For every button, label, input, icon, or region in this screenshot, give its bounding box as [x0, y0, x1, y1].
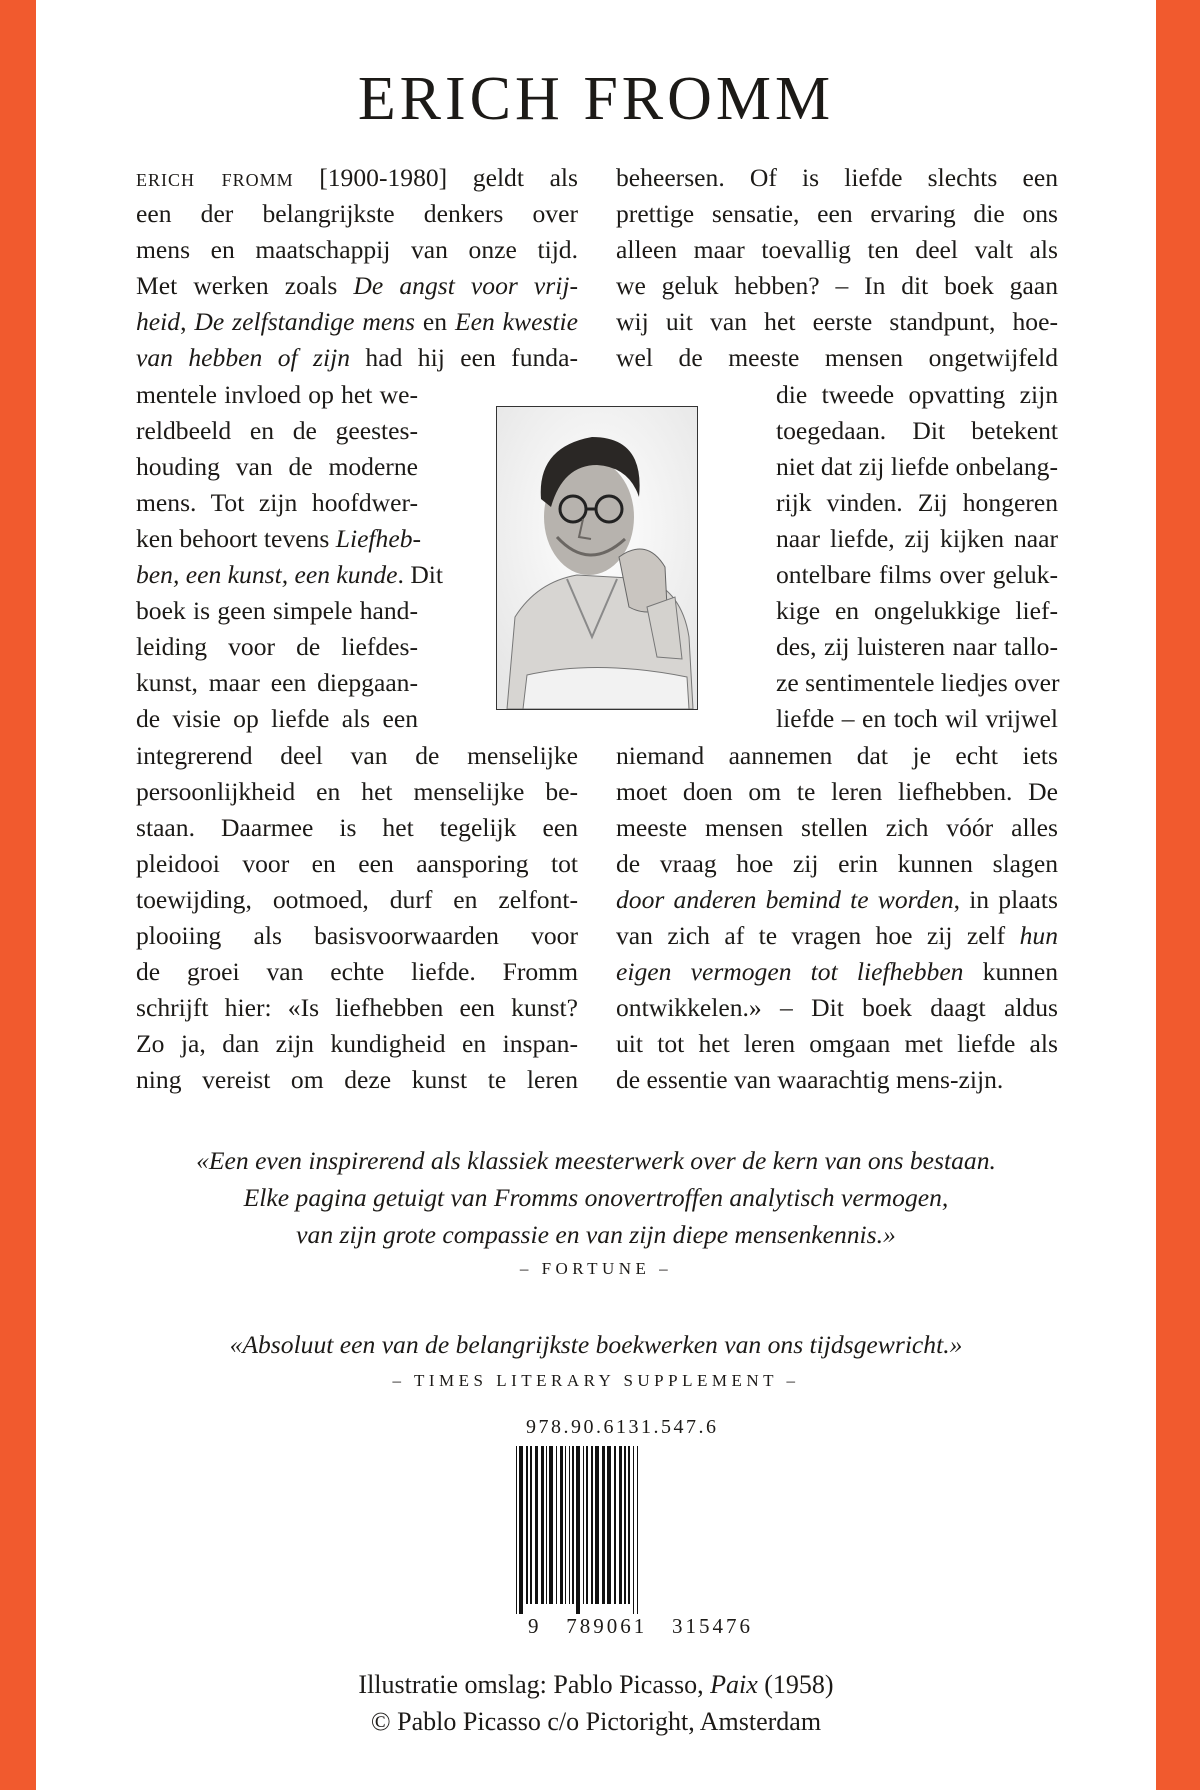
barcode-bar: [576, 1446, 580, 1614]
barcode-bar: [572, 1446, 574, 1604]
barcode-bar: [516, 1446, 517, 1614]
barcode-bar: [591, 1446, 593, 1604]
author-title: ERICH FROMM: [357, 65, 835, 133]
barcode-bar: [535, 1446, 538, 1604]
blurb-line: niet dat zij liefde onbelang-: [776, 451, 1058, 481]
isbn-number: 978.90.6131.547.6: [526, 1416, 719, 1438]
barcode-bar: [549, 1446, 553, 1604]
blurb-line: eigen vermogen tot liefhebben kunnen: [616, 957, 1059, 987]
blurb-line: des, zij luisteren naar tallo-: [776, 632, 1058, 662]
blurb-line: reldbeeld en de geestes-: [136, 415, 418, 445]
isbn-barcode: [492, 1416, 753, 1646]
barcode-bar: [560, 1446, 563, 1604]
blurb-line: erich fromm [1900-1980] geldt als: [136, 163, 578, 192]
blurb-line: schrijft hier: «Is liefhebben een kunst?: [136, 993, 578, 1023]
blurb-line: liefde – en toch wil vrijwel: [776, 704, 1058, 734]
barcode-bar: [526, 1446, 528, 1604]
copyright-credit: © Pablo Picasso c/o Pictoright, Amsterdam: [370, 1707, 822, 1736]
blurb-line: ken behoort tevens Liefheb-: [136, 523, 422, 553]
blurb-line: niemand aannemen dat je echt iets: [616, 740, 1058, 770]
blurb-line: staan. Daarmee is het tegelijk een: [136, 812, 578, 842]
quote-attribution-tls: – TIMES LITERARY SUPPLEMENT –: [392, 1371, 800, 1390]
barcode-bar: [569, 1446, 570, 1604]
barcode-bar: [546, 1446, 547, 1604]
blurb-line: mentele invloed op het we-: [136, 379, 418, 409]
quote-line: «Een even inspirerend als klassiek meesterwerk over de kern van ons bestaan.: [196, 1146, 996, 1175]
author-portrait-photo: [496, 406, 698, 710]
barcode-bar: [556, 1446, 557, 1604]
quote-line: «Absoluut een van de belangrijkste boekwerken van ons tijdsgewricht.»: [229, 1330, 963, 1359]
cover-credits: [36, 1666, 1156, 1740]
blurb-line: ning vereist om deze kunst te leren: [136, 1065, 578, 1095]
blurb-line: wel de meeste mensen ongetwijfeld: [616, 343, 1058, 373]
barcode-bar: [586, 1446, 588, 1604]
quote-attribution-fortune: – FORTUNE –: [519, 1259, 673, 1278]
blurb-line: wij uit van het eerste standpunt, hoe-: [616, 307, 1058, 337]
blurb-line: mens. Tot zijn hoofdwer-: [136, 487, 418, 517]
blurb-line: ben, een kunst, een kunde. Dit: [136, 560, 444, 590]
blurb-line: de groei van echte liefde. Fromm: [136, 957, 578, 987]
blurb-line: van zich af te vragen hoe zij zelf hun: [616, 920, 1058, 950]
blurb-line: houding van de moderne: [136, 451, 418, 481]
blurb-line: alleen maar toevallig ten deel valt als: [616, 235, 1058, 265]
barcode-bar: [607, 1446, 611, 1604]
barcode-bar: [628, 1446, 630, 1604]
barcode-bar: [565, 1446, 566, 1604]
blurb-line: prettige sensatie, een ervaring die ons: [616, 199, 1058, 229]
blurb-line: toewijding, ootmoed, durf en zelfont-: [136, 884, 578, 914]
blurb-line: door anderen bemind te worden, in plaats: [616, 884, 1058, 914]
barcode-bar: [602, 1446, 605, 1604]
review-quote-fortune: [36, 1142, 1156, 1253]
blurb-line: pleidooi voor en een aansporing tot: [136, 848, 578, 878]
illustration-credit: Illustratie omslag: Pablo Picasso, Paix (1958): [358, 1670, 834, 1699]
blurb-line: van hebben of zijn had hij een funda-: [136, 343, 578, 373]
barcode-bar: [637, 1446, 638, 1614]
blurb-line: toegedaan. Dit betekent: [776, 415, 1058, 445]
barcode-bar: [619, 1446, 622, 1604]
barcode-digits: 9 789061 315476: [528, 1614, 753, 1638]
blurb-line: die tweede opvatting zijn: [776, 379, 1058, 409]
blurb-line: kige en ongelukkige lief-: [776, 596, 1058, 626]
blurb-line: beheersen. Of is liefde slechts een: [616, 163, 1058, 192]
artwork-title: Paix: [710, 1670, 758, 1699]
barcode-bar: [614, 1446, 616, 1604]
barcode-bar: [519, 1446, 523, 1614]
blurb-line: leiding voor de liefdes-: [136, 632, 418, 662]
blurb-line: rijk vinden. Zij hongeren: [776, 487, 1058, 517]
blurb-line: meeste mensen stellen zich vóór alles: [616, 812, 1058, 842]
blurb-line: ontelbare films over geluk-: [776, 560, 1058, 590]
blurb-line: heid, De zelfstandige mens en Een kwestie: [136, 307, 578, 337]
blurb-line: integrerend deel van de menselijke: [136, 740, 578, 770]
blurb-line: uit tot het leren omgaan met liefde als: [616, 1029, 1058, 1059]
blurb-line: plooiing als basisvoorwaarden voor: [136, 920, 578, 950]
barcode-bar: [541, 1446, 544, 1604]
blurb-line: Met werken zoals De angst voor vrij-: [136, 271, 578, 301]
quote-line: van zijn grote compassie en van zijn diepe mensenkennis.»: [296, 1220, 896, 1249]
blurb-line: de vraag hoe zij erin kunnen slagen: [616, 848, 1058, 878]
blurb-line: de essentie van waarachtig mens-zijn.: [616, 1065, 1004, 1095]
blurb-line: persoonlijkheid en het menselijke be-: [136, 776, 578, 806]
blurb-line: moet doen om te leren liefhebben. De: [616, 776, 1058, 806]
barcode-bar: [595, 1446, 599, 1604]
barcode-bar: [530, 1446, 532, 1604]
blurb-line: naar liefde, zij kijken naar: [776, 523, 1058, 553]
blurb-line: boek is geen simpele hand-: [136, 596, 418, 626]
barcode-bar: [624, 1446, 626, 1604]
quote-line: Elke pagina getuigt van Fromms onovertroffen analytisch vermogen,: [243, 1183, 949, 1212]
blurb-line: ze sentimentele liedjes over: [776, 668, 1060, 698]
blurb-line: kunst, maar een diepgaan-: [136, 668, 418, 698]
blurb-line: mens en maatschappij van onze tijd.: [136, 235, 578, 265]
blurb-line: Zo ja, dan zijn kundigheid en inspan-: [136, 1029, 578, 1059]
blurb-line: we geluk hebben? – In dit boek gaan: [616, 271, 1058, 301]
blurb-line: de visie op liefde als een: [136, 704, 418, 734]
blurb-line: een der belangrijkste denkers over: [136, 199, 578, 229]
back-cover: [36, 0, 1156, 1790]
barcode-bar: [583, 1446, 584, 1604]
barcode-bar: [633, 1446, 634, 1614]
barcode-bars: [512, 1446, 722, 1614]
blurb-line: ontwikkelen.» – Dit boek daagt aldus: [616, 993, 1058, 1023]
review-quote-tls: [36, 1326, 1156, 1363]
